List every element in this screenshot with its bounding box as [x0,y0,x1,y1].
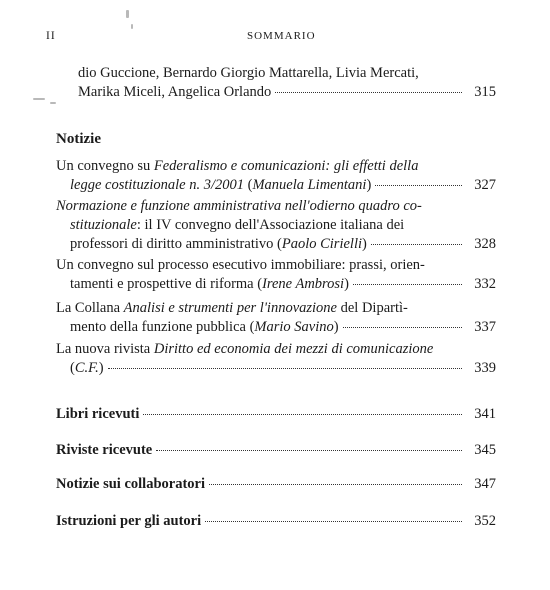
entry-text: Marika Miceli, Angelica Orlando [78,84,272,100]
section-heading-notizie: Notizie [56,131,101,147]
entry-page-number: 332 [474,276,496,292]
dot-leader [275,92,462,93]
entry-text: La nuova rivista [56,341,154,357]
dot-leader [108,368,462,369]
entry-text: Un convegno su [56,158,154,174]
entry-page-number: 328 [474,236,496,252]
running-title: SOMMARIO [247,30,316,42]
entry-author: Paolo Cirielli [281,236,362,252]
entry-text: ) [366,177,372,193]
entry-text: ) [362,236,367,252]
toc-section-riviste-ricevute[interactable] [56,441,496,460]
toc-entry[interactable] [56,340,496,378]
dot-leader [375,185,462,186]
entry-text: ( [243,177,253,193]
section-label: Istruzioni per gli autori [56,513,202,529]
entry-title-italic: Federalismo e comunicazioni: gli effetti della [153,158,419,174]
toc-section-libri-ricevuti[interactable] [56,405,496,424]
entry-text: ) [98,360,104,376]
entry-title-italic: Normazione e funzione amministrativa nell'odierno quadro co- [56,198,422,214]
entry-text: mento della funzione pubblica ( [70,319,255,335]
toc-entry[interactable] [56,157,496,195]
running-page-number: II [46,30,56,42]
entry-text: ( [70,360,75,376]
entry-text: Un convegno sul processo esecutivo immobiliare: prassi, orien- [56,257,425,273]
dot-leader [343,327,462,328]
entry-text: La Collana [56,300,124,316]
toc-entry[interactable] [56,256,496,294]
entry-page-number: 345 [474,442,496,458]
toc-entry[interactable] [56,197,496,254]
dot-leader [371,244,462,245]
scan-speck [131,24,133,29]
dot-leader [209,484,462,485]
entry-page-number: 352 [474,513,496,529]
entry-text: del Dipartì- [337,300,408,316]
entry-text: tamenti e prospettive di riforma ( [70,276,263,292]
entry-page-number: 339 [474,360,496,376]
dot-leader [205,521,462,522]
toc-section-notizie-collaboratori[interactable] [56,475,496,494]
entry-text: professori di diritto amministrativo ( [70,236,282,252]
entry-text: : il IV convegno dell'Associazione italiana dei [136,217,405,233]
toc-section-istruzioni-autori[interactable] [56,512,496,531]
entry-author: C.F. [74,360,99,376]
dot-leader [156,450,462,451]
entry-author: Irene Ambrosi [262,276,345,292]
section-label: Riviste ricevute [56,442,153,458]
toc-entry[interactable] [56,299,496,337]
scan-speck [50,102,56,104]
section-label: Notizie sui collaboratori [56,476,206,492]
entry-title-italic: legge costituzionale n. 3/2001 [70,177,244,193]
scan-speck [126,10,129,18]
scan-speck [33,98,45,100]
toc-entry-continued[interactable] [56,64,496,102]
entry-text: ) [333,319,339,335]
dot-leader [353,284,462,285]
entry-title-italic: stituzionale [70,217,137,233]
entry-page-number: 341 [474,406,496,422]
entry-title-italic: Analisi e strumenti per l'innovazione [123,300,337,316]
entry-page-number: 347 [474,476,496,492]
entry-author: Mario Savino [254,319,334,335]
entry-text: dio Guccione, Bernardo Giorgio Mattarella, Livia Mercati, [78,65,419,81]
section-label: Libri ricevuti [56,406,140,422]
entry-author: Manuela Limentani [252,177,367,193]
dot-leader [143,414,462,415]
entry-text: ) [344,276,349,292]
entry-page-number: 315 [474,84,496,100]
entry-page-number: 327 [474,177,496,193]
entry-page-number: 337 [474,319,496,335]
entry-title-italic: Diritto ed economia dei mezzi di comunicazione [153,341,434,357]
